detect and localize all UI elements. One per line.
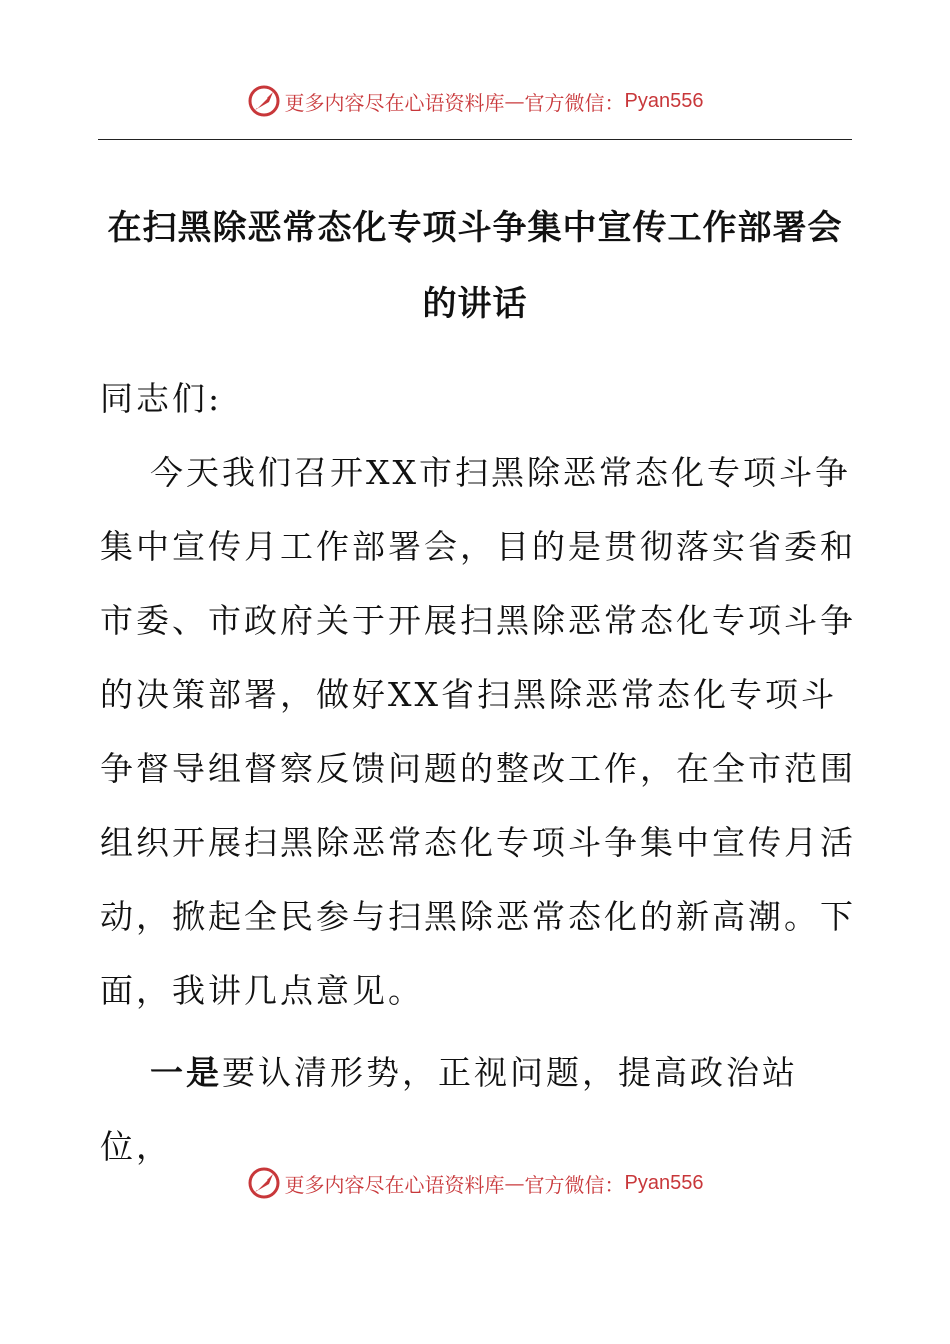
quill-logo-icon <box>247 1166 281 1200</box>
watermark-code: Pyan556 <box>624 89 704 112</box>
header-divider <box>98 139 852 140</box>
watermark-code: Pyan556 <box>624 1171 704 1194</box>
watermark-separator: — <box>504 89 525 113</box>
watermark-separator: — <box>504 1171 525 1195</box>
paragraph-2-lead: 一是 <box>150 1053 222 1092</box>
watermark-text: 更多内容尽在心语资料库 <box>284 90 505 115</box>
header-watermark <box>0 76 950 126</box>
paragraph-2-text: 要认清形势，正视问题，提高政治站位， <box>100 1053 798 1166</box>
watermark-suffix: 官方微信： <box>524 90 625 115</box>
document-title: 在扫黑除恶常态化专项斗争集中宣传工作部署会的讲话 <box>107 208 843 324</box>
footer-watermark <box>0 1158 950 1208</box>
paragraph-1: 今天我们召开XX市扫黑除恶常态化专项斗争集中宣传月工作部署会，目的是贯彻落实省委和市委、市政府关于开展扫黑除恶常态化专项斗争的决策部署，做好XX省扫黑除恶常态化专项斗争督导组督察反馈问题的整改工作，在全市范围组织开展扫黑除恶常态化专项斗争集中宣传月活动，掀起全民参与扫黑除恶常态化的新高潮。下面，我讲几点意见。 <box>100 453 856 1010</box>
salutation: 同志们: <box>100 379 223 418</box>
watermark-text: 更多内容尽在心语资料库 <box>284 1172 505 1197</box>
watermark-suffix: 官方微信： <box>524 1172 625 1197</box>
quill-logo-icon <box>247 84 281 118</box>
document-body <box>100 362 860 1184</box>
